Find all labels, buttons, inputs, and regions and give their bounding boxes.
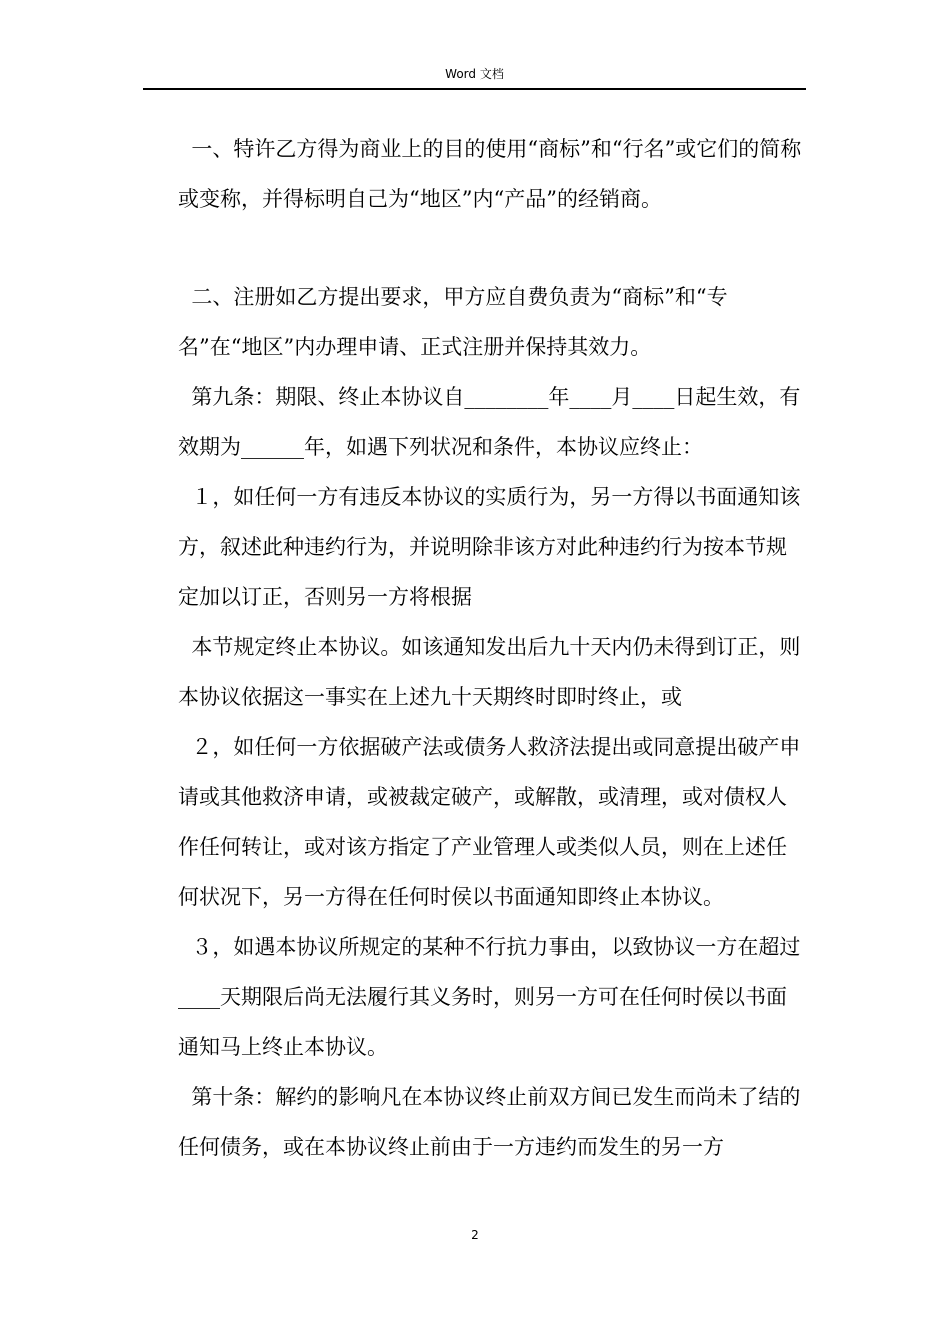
paragraph-4: １，如任何一方有违反本协议的实质行为，另一方得以书面通知该方，叙述此种违约行为，并说明除非该方对此种违约行为按本节规定加以订正，否则另一方将根据 [178, 485, 801, 609]
page-footer [0, 1228, 950, 1242]
document-body [178, 124, 806, 1172]
page-header [143, 64, 806, 90]
paragraph-6: ２，如任何一方依据破产法或债务人救济法提出或同意提出破产申请或其他救济申请，或被裁定破产，或解散，或清理，或对债权人作任何转让，或对该方指定了产业管理人或类似人员，则在上述任何状况下，另一方得在任何时侯以书面通知即终止本协议。 [178, 735, 801, 909]
header-title: Word 文档 [445, 67, 504, 81]
paragraph-1: 一、特许乙方得为商业上的目的使用“商标”和“行名”或它们的简称或变称，并得标明自己为“地区”内“产品”的经销商。 [178, 137, 802, 211]
paragraph-3: 第九条：期限、终止本协议自________年____月____日起生效，有效期为______年，如遇下列状况和条件，本协议应终止： [178, 385, 801, 459]
paragraph-2: 二、注册如乙方提出要求，甲方应自费负责为“商标”和“专名”在“地区”内办理申请、正式注册并保持其效力。 [178, 285, 728, 359]
paragraph-7: ３，如遇本协议所规定的某种不行抗力事由，以致协议一方在超过____天期限后尚无法履行其义务时，则另一方可在任何时侯以书面通知马上终止本协议。 [178, 935, 801, 1059]
page-number: 2 [471, 1228, 479, 1242]
paragraph-8: 第十条：解约的影响凡在本协议终止前双方间已发生而尚未了结的任何债务，或在本协议终止前由于一方违约而发生的另一方 [178, 1085, 801, 1159]
paragraph-5: 本节规定终止本协议。如该通知发出后九十天内仍未得到订正，则本协议依据这一事实在上述九十天期终时即时终止，或 [178, 635, 801, 709]
paragraph-spacer [178, 224, 806, 272]
